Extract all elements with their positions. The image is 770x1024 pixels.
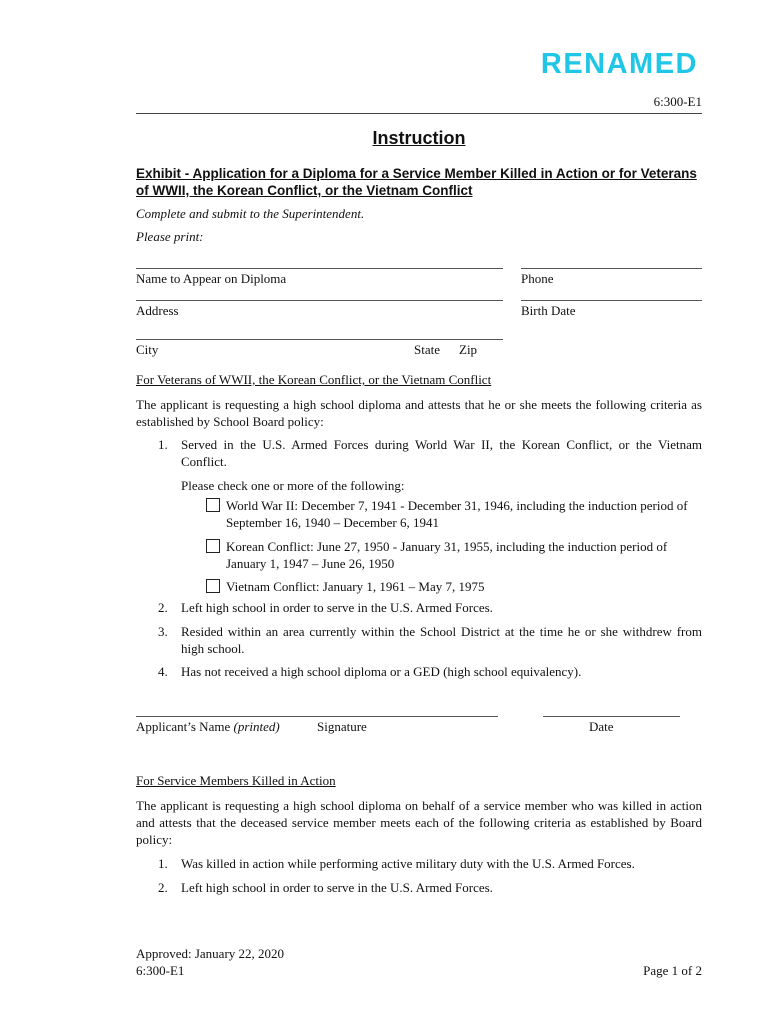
list-text: Has not received a high school diploma or a GED (high school equivalency). — [181, 664, 582, 679]
date-field-line[interactable] — [543, 716, 680, 717]
list-text: Was killed in action while performing active military duty with the U.S. Armed Forces. — [181, 856, 635, 871]
exhibit-title: Exhibit - Application for a Diploma for a Service Member Killed in Action or for Veterans of WWII, the Korean Conflict, or the Vietnam Conflict — [136, 166, 697, 198]
applicant-name-text: Applicant’s Name — [136, 719, 231, 734]
korean-checkbox-label: Korean Conflict: June 27, 1950 - January 31, 1955, including the induction period of January 1, 1947 – June 26, 1950 — [226, 539, 668, 571]
city-field-label: City — [136, 342, 159, 357]
list-number: 4. — [158, 664, 168, 679]
footer-policy-code: 6:300-E1 — [136, 963, 185, 978]
name-field-line[interactable] — [136, 268, 503, 269]
kia-intro: The applicant is requesting a high school diploma on behalf of a service member who was killed in action and attests that the deceased service member meets each of the following criteria as established by Board policy: — [136, 798, 702, 847]
applicant-signature-line[interactable] — [136, 716, 498, 717]
state-field-label: State — [414, 342, 440, 357]
instruction-print: Please print: — [136, 229, 204, 244]
wwii-checkbox-label: World War II: December 7, 1941 - December 31, 1946, including the induction period of September 16, 1940 – December 6, 1941 — [226, 498, 688, 530]
printed-note: (printed) — [233, 719, 280, 734]
vietnam-checkbox[interactable] — [206, 579, 220, 593]
list-number: 3. — [158, 624, 168, 639]
korean-checkbox[interactable] — [206, 539, 220, 553]
header-divider — [136, 113, 702, 114]
zip-field-label: Zip — [459, 342, 478, 357]
kia-section-heading: For Service Members Killed in Action — [136, 773, 336, 788]
list-text: Left high school in order to serve in the U.S. Armed Forces. — [181, 880, 493, 895]
list-text: Resided within an area currently within the School District at the time he or she withdrew from high school. — [181, 624, 702, 656]
list-number: 2. — [158, 600, 168, 615]
address-field-label: Address — [136, 303, 179, 318]
page-number: Page 1 of 2 — [643, 963, 702, 978]
policy-code: 6:300-E1 — [653, 94, 702, 109]
applicant-name-label — [136, 719, 280, 735]
instruction-submit: Complete and submit to the Superintendent. — [136, 206, 365, 221]
wwii-checkbox[interactable] — [206, 498, 220, 512]
renamed-watermark: RENAMED — [540, 48, 698, 80]
list-number: 1. — [158, 437, 168, 452]
list-number: 2. — [158, 880, 168, 895]
signature-label: Signature — [317, 719, 367, 734]
veterans-intro: The applicant is requesting a high school diploma and attests that he or she meets the following criteria as established by School Board policy: — [136, 397, 702, 429]
check-prompt: Please check one or more of the following: — [181, 478, 405, 493]
page-title: Instruction — [372, 128, 466, 148]
date-label: Date — [589, 719, 614, 734]
city-state-zip-field-line[interactable] — [136, 339, 503, 340]
name-field-label: Name to Appear on Diploma — [136, 271, 287, 286]
vietnam-checkbox-label: Vietnam Conflict: January 1, 1961 – May 7, 1975 — [226, 579, 485, 594]
address-field-line[interactable] — [136, 300, 503, 301]
birthdate-field-label: Birth Date — [521, 303, 576, 318]
birthdate-field-line[interactable] — [521, 300, 702, 301]
veterans-section-heading: For Veterans of WWII, the Korean Conflict, or the Vietnam Conflict — [136, 372, 492, 387]
list-text: Served in the U.S. Armed Forces during World War II, the Korean Conflict, or the Vietnam Conflict. — [181, 437, 702, 469]
list-number: 1. — [158, 856, 168, 871]
approved-date: Approved: January 22, 2020 — [136, 946, 285, 961]
phone-field-label: Phone — [521, 271, 554, 286]
phone-field-line[interactable] — [521, 268, 702, 269]
list-text: Left high school in order to serve in the U.S. Armed Forces. — [181, 600, 493, 615]
